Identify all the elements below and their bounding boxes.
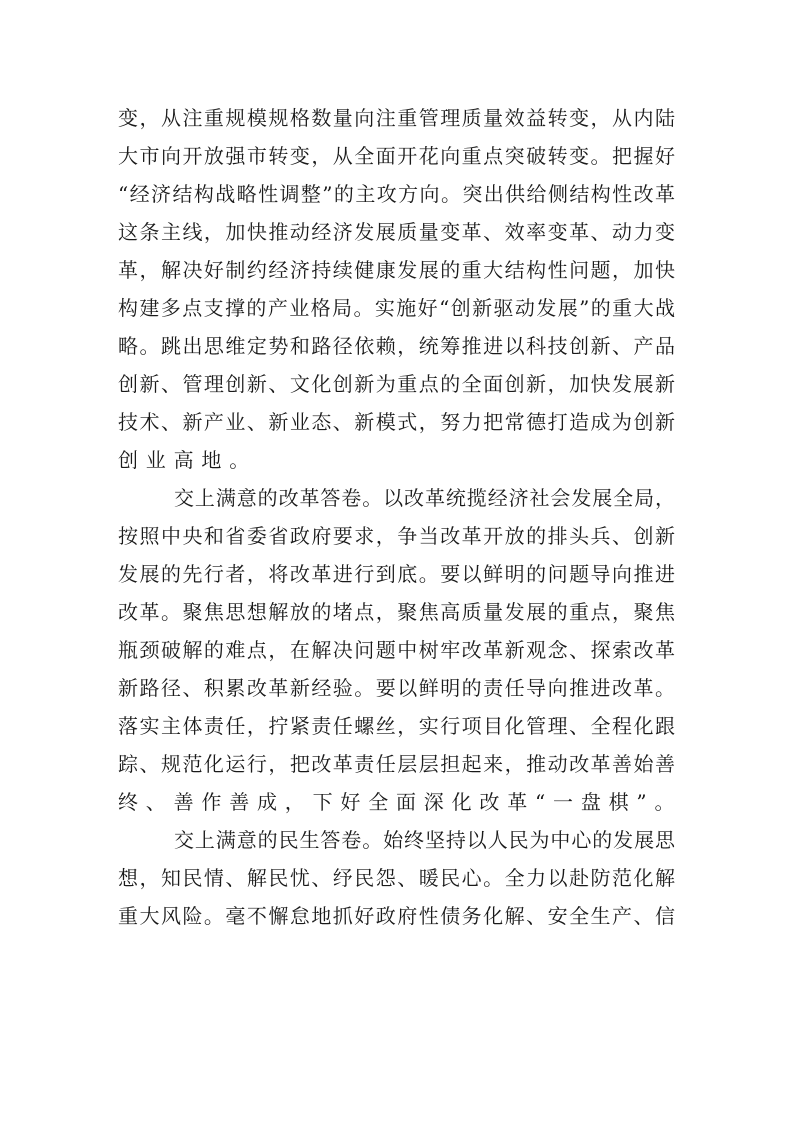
text-line: 改革。聚焦思想解放的堵点，聚焦高质量发展的重点，聚焦 (118, 600, 675, 624)
text-line: 交上满意的改革答卷。以改革统揽经济社会发展全局， (174, 486, 675, 510)
text-line: 革，解决好制约经济持续健康发展的重大结构性问题，加快 (118, 258, 675, 282)
text-line: 构建多点支撑的产业格局。实施好“创新驱动发展”的重大战 (118, 296, 675, 320)
text-line: 瓶颈破解的难点，在解决问题中树牢改革新观念、探索改革 (118, 638, 675, 662)
text-line: 踪、规范化运行，把改革责任层层担起来，推动改革善始善 (118, 752, 675, 776)
text-line: 落实主体责任，拧紧责任螺丝，实行项目化管理、全程化跟 (118, 714, 675, 738)
text-line: 创业高地。 (118, 448, 257, 472)
text-line: 变，从注重规模规格数量向注重管理质量效益转变，从内陆 (118, 106, 675, 130)
text-line: 终、善作善成，下好全面深化改革“一盘棋”。 (118, 790, 683, 814)
text-line: 想，知民情、解民忧、纾民怨、暖民心。全力以赴防范化解 (118, 866, 675, 890)
text-line: 按照中央和省委省政府要求，争当改革开放的排头兵、创新 (118, 524, 675, 548)
text-line: 大市向开放强市转变，从全面开花向重点突破转变。把握好 (118, 144, 675, 168)
text-line: 新路径、积累改革新经验。要以鲜明的责任导向推进改革。 (118, 676, 675, 700)
text-line: 技术、新产业、新业态、新模式，努力把常德打造成为创新 (118, 410, 675, 434)
text-line: 这条主线，加快推动经济发展质量变革、效率变革、动力变 (118, 220, 675, 244)
text-line: 创新、管理创新、文化创新为重点的全面创新，加快发展新 (118, 372, 675, 396)
text-line: 重大风险。毫不懈怠地抓好政府性债务化解、安全生产、信 (118, 904, 675, 928)
text-line: 略。跳出思维定势和路径依赖，统筹推进以科技创新、产品 (118, 334, 675, 358)
text-line: “经济结构战略性调整”的主攻方向。突出供给侧结构性改革 (118, 182, 675, 206)
text-line: 发展的先行者，将改革进行到底。要以鲜明的问题导向推进 (118, 562, 675, 586)
text-line: 交上满意的民生答卷。始终坚持以人民为中心的发展思 (174, 828, 675, 852)
